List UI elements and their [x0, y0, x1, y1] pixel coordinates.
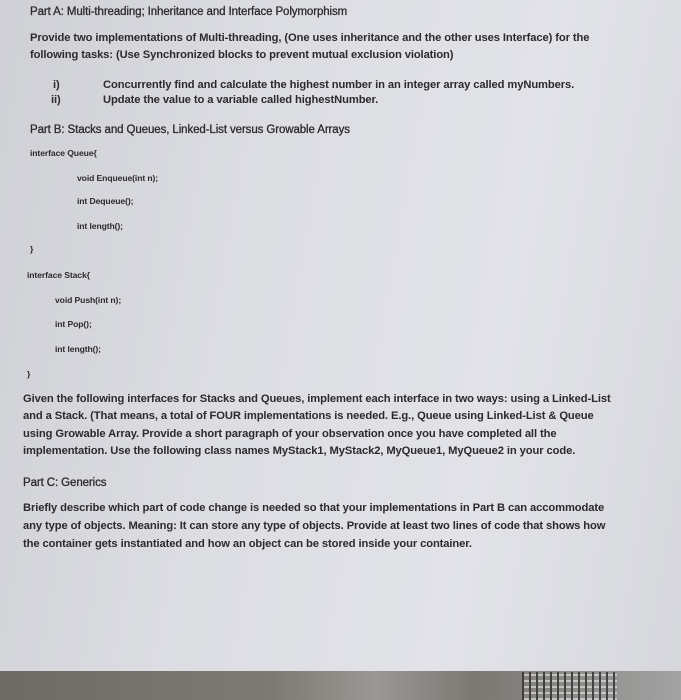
code-line: int length();: [77, 221, 123, 231]
code-line: int Dequeue();: [77, 196, 134, 206]
code-line: void Enqueue(int n);: [77, 173, 159, 183]
list-item-text: Update the value to a variable called highestNumber.: [103, 94, 379, 106]
code-line: interface Queue{: [30, 148, 97, 158]
list-item-number: ii): [51, 94, 61, 106]
part-a-paragraph-line: Provide two implementations of Multi-threading, (One uses inheritance and the other uses Interface) for the: [30, 32, 590, 44]
part-b-paragraph-line: Given the following interfaces for Stacks and Queues, implement each interface in two ways: using a Linked-List: [23, 393, 611, 405]
part-c-paragraph-line: any type of objects. Meaning: It can store any type of objects. Provide at least two lines of code that shows how: [23, 520, 606, 532]
fabric-pattern: [522, 672, 617, 700]
code-line: int length();: [55, 344, 101, 354]
part-c-paragraph-line: Briefly describe which part of code change is needed so that your implementations in Part B can accommodate: [23, 502, 605, 514]
code-line: }: [27, 369, 31, 379]
part-c-paragraph-line: the container gets instantiated and how an object can be stored inside your container.: [23, 538, 472, 550]
part-b-paragraph-line: and a Stack. (That means, a total of FOUR implementations is needed. E.g., Queue using Linked-List & Queue: [23, 410, 594, 422]
list-item-number: i): [53, 79, 60, 91]
list-item-text: Concurrently find and calculate the highest number in an integer array called myNumbers.: [103, 79, 575, 91]
code-line: interface Stack{: [27, 270, 90, 280]
part-b-paragraph-line: implementation. Use the following class names MyStack1, MyStack2, MyQueue1, MyQueue2 in your code.: [23, 445, 576, 457]
part-a-paragraph-line: following tasks: (Use Synchronized blocks to prevent mutual exclusion violation): [30, 49, 454, 61]
part-c-heading: Part C: Generics: [23, 477, 107, 489]
code-line: void Push(int n);: [55, 295, 122, 305]
code-line: }: [30, 244, 34, 254]
part-b-heading: Part B: Stacks and Queues, Linked-List versus Growable Arrays: [30, 124, 350, 136]
code-line: int Pop();: [55, 319, 92, 329]
part-a-heading: Part A: Multi-threading; Inheritance and Interface Polymorphism: [30, 6, 348, 18]
part-b-paragraph-line: using Growable Array. Provide a short paragraph of your observation once you have completed all the: [23, 428, 557, 440]
